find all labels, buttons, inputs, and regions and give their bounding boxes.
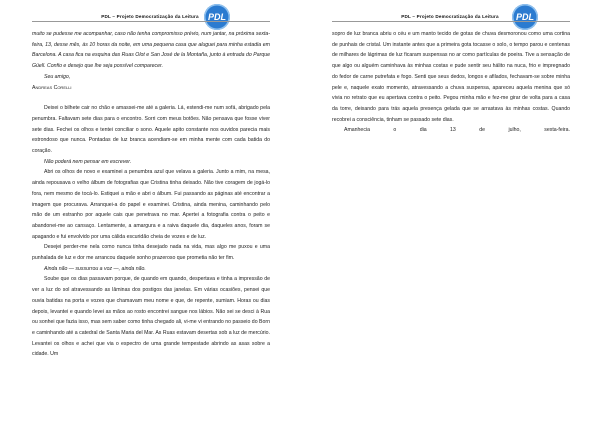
dateline-word: julho,	[508, 127, 521, 134]
left-page-body	[32, 29, 270, 360]
letter-closing: Seu amigo,	[44, 73, 71, 80]
pdl-logo: PDL	[204, 4, 230, 30]
dateline-word: sexta-feira.	[544, 127, 570, 134]
page-header: PDL – Projeto Democratização da Leitura	[101, 14, 199, 19]
dateline-word: o	[393, 127, 397, 134]
paragraph: Desejei perder-me nela como nunca tinha desejado nada na vida, mas algo me puxou e uma punhalada de luz e dor me arrancou daquele sonho prazeroso que prometia não ter fim.	[32, 244, 270, 262]
letter-paragraph: muito se pudesse me acompanhar, caso não tenha compromisso prévio, num jantar, na próxima sexta-feira, 13, desse mês, às 10 horas da noite, em uma pequena casa que aluguei para minha estadia em Barcelona. A casa fica na esquina das Ruas Olot e San José de la Montaña, junto à entrada do Parque Güell. Confio e desejo que lhe seja possível comparecer.	[32, 31, 270, 70]
dateline-word: 13	[450, 127, 456, 134]
page-header: PDL – Projeto Democratização da Leitura	[401, 14, 499, 19]
header-divider	[332, 21, 570, 22]
right-page-body	[332, 29, 570, 136]
paragraph: sopro de luz branca abriu o céu e um manto tecido de gotas de chuva desmoronou como uma cortina de punhais de cristal. Um instante antes que a primeira gota tocasse o solo, o tempo parou e centenas de milhares de lágrimas de luz ficaram suspensas no ar como partículas de poeira. Tive a sensação de que algo ou alguém caminhava às minhas costas e pude sentir seu hálito na nuca, frio e impregnado do fedor de carne putrefata e fogo. Senti que seus dedos, longos e afilados, fechavam-se sobre minha pele e, naquele exato momento, atravessando a chuva suspensa, apareceu aquela menina que só vivia no retrato que eu apertava contra o peito. Pegou minha mão e fez-me girar de volta para a casa da torre, deixando para trás aquela presença gelada que se arrastava às minhas costas. Quando recobrei a consciência, tinham se passado sete dias.	[332, 31, 570, 123]
letter-signature: Andreas Corelli	[32, 84, 72, 91]
paragraph: Soube que os dias passavam porque, de quando em quando, despertava e tinha a impressão de ver a luz do sol atravessando as lâminas dos postigos das janelas. Em várias ocasiões, pensei que ouvia batidas na porta e vozes que chamavam meu nome e que, de repente, sumiam. Horas ou dias depois, levantei e quando levei as mãos ao rosto encontrei sangue nos lábios. Não sei se desci à Rua ou sonhei que fazia isso, mas sem saber como tinha chegado ali, vi-me vi entrando no passeio do Born e caminhando até a catedral de Santa Maria del Mar. As Ruas estavam desertas sob a luz de mercúrio. Levantei os olhos e achei que via o espectro de uma grande tempestade abrindo as asas sobre a cidade. Um	[32, 276, 270, 358]
paragraph: Não poderá nem pensar em escrever.	[44, 158, 132, 165]
dateline-word: Amanhecia	[344, 127, 370, 134]
paragraph: Ainda não — sussurrou a voz —, ainda não.	[44, 265, 146, 272]
dateline-word: dia	[419, 127, 427, 134]
spacer	[32, 93, 270, 103]
dateline-word: de	[479, 127, 486, 134]
paragraph: Abri os olhos de novo e examinei a penumbra azul que velava a galeria. Junto a mim, na mesa, ainda repousava o velho álbum de fotografias que Cristina tinha deixado. Não tive coragem de jogá-lo fora, nem mesmo de tocá-lo. Estiquei a mão e abri o álbum. Fui passando as páginas até encontrar a imagem que procurava. Arranquei-a do papel e examinei. Cristina, ainda menina, caminhando pelo mão de um estranho por aquele cais que penetrava no mar. Apertei a fotografia contra o peito e abandonei-me ao cansaço. Lentamente, a amargura e a raiva daquele dia, daqueles anos, foram se apagando e fui envolvido por uma cálida escuridão cheia de vozes e de luz.	[32, 169, 270, 240]
dateline	[332, 125, 570, 136]
right-page	[300, 0, 600, 424]
header-divider	[32, 21, 270, 22]
pdl-logo: PDL	[512, 4, 538, 30]
paragraph: Deixei o bilhete cair no chão e amassei-me até a galeria. Lá, estendi-me num sofá, abrigado pela penumbra. Faltavam sete dias para o encontro. Sorri com meus botões. Não pensava que fosse viver sete dias. Fechei os olhos e tentei conciliar o sono. Aquele apito constante nos ouvidos parecia mais estrondoso que nunca. Pontadas de luz branca acendiam-se em minha mente com cada batida do coração.	[32, 105, 270, 155]
